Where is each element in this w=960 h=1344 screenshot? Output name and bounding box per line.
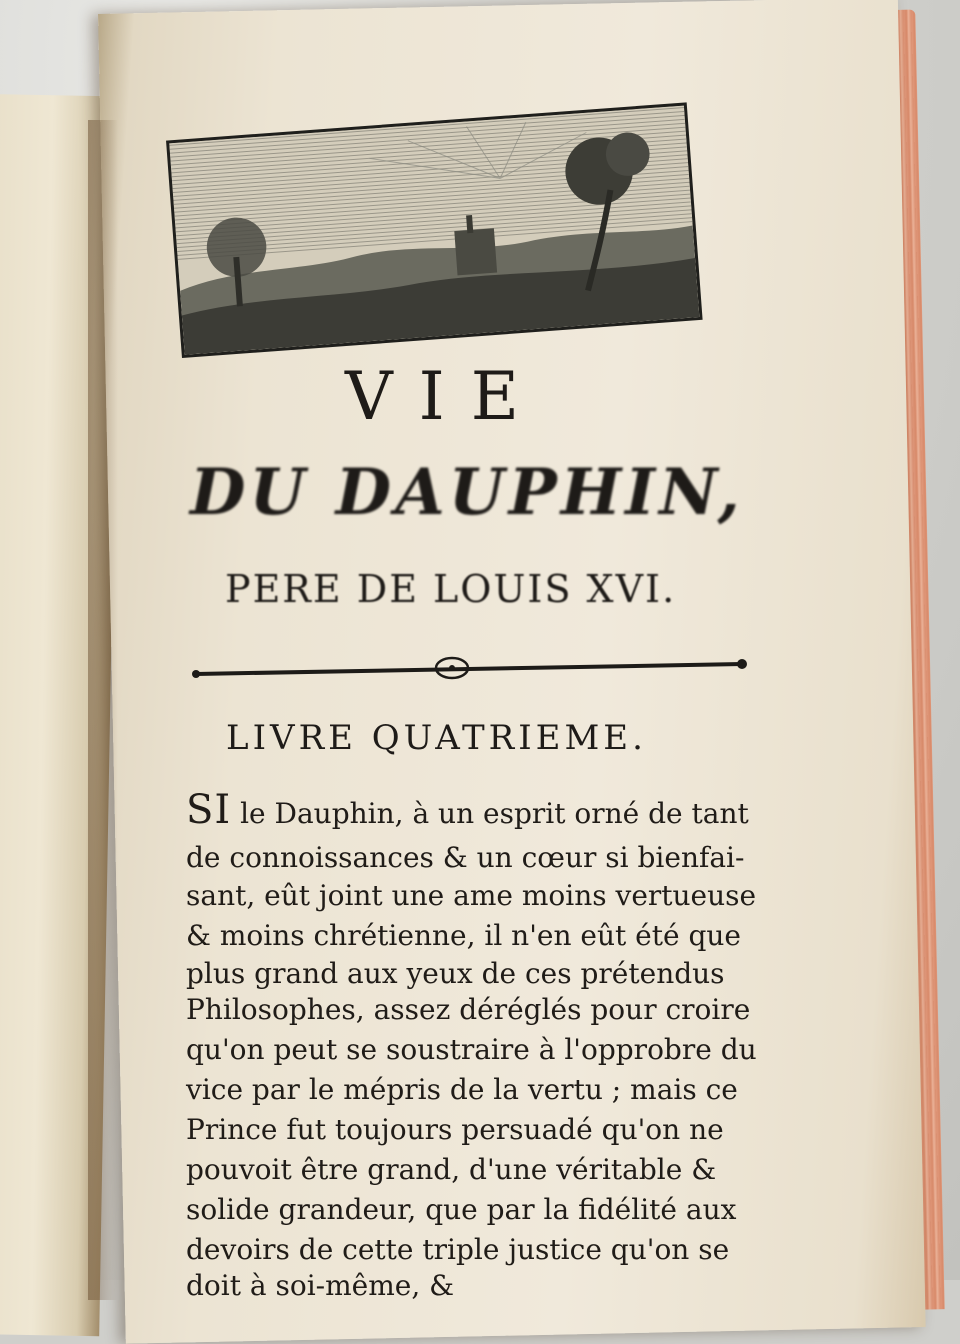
text-line: plus grand aux yeux de ces prétendus [186,957,725,990]
text-line: doit à soi-même, & [186,1269,455,1302]
subtitle-pere-de-louis: PERE DE LOUIS XVI. [225,567,677,611]
title-vie: VIE [345,358,545,435]
title-du-dauphin: DU DAUPHIN, [190,455,744,530]
section-heading: LIVRE QUATRIEME. [226,718,647,758]
text-line: qu'on peut se soustraire à l'opprobre du [186,1033,757,1066]
text-line: devoirs de cette triple justice qu'on se [186,1233,730,1266]
text-line: vice par le mépris de la vertu ; mais ce [186,1073,738,1106]
ornamental-rule [190,648,750,688]
engraved-headpiece-image [166,102,703,358]
text-line: sant, eût joint une ame moins vertueuse [186,879,757,912]
text-line: de connoissances & un cœur si bienfai- [186,841,745,874]
gutter-shadow [88,120,118,1300]
text-line: SI le Dauphin, à un esprit orné de tant [186,787,749,833]
drop-cap: SI [186,787,232,833]
text-line: & moins chrétienne, il n'en eût été que [186,919,741,952]
text-line: Prince fut toujours persuadé qu'on ne [186,1113,724,1146]
text-line: pouvoit être grand, d'une véritable & [186,1153,717,1186]
text-line: solide grandeur, que par la fidélité aux [186,1193,737,1226]
text-line: Philosophes, assez déréglés pour croire [186,993,751,1026]
